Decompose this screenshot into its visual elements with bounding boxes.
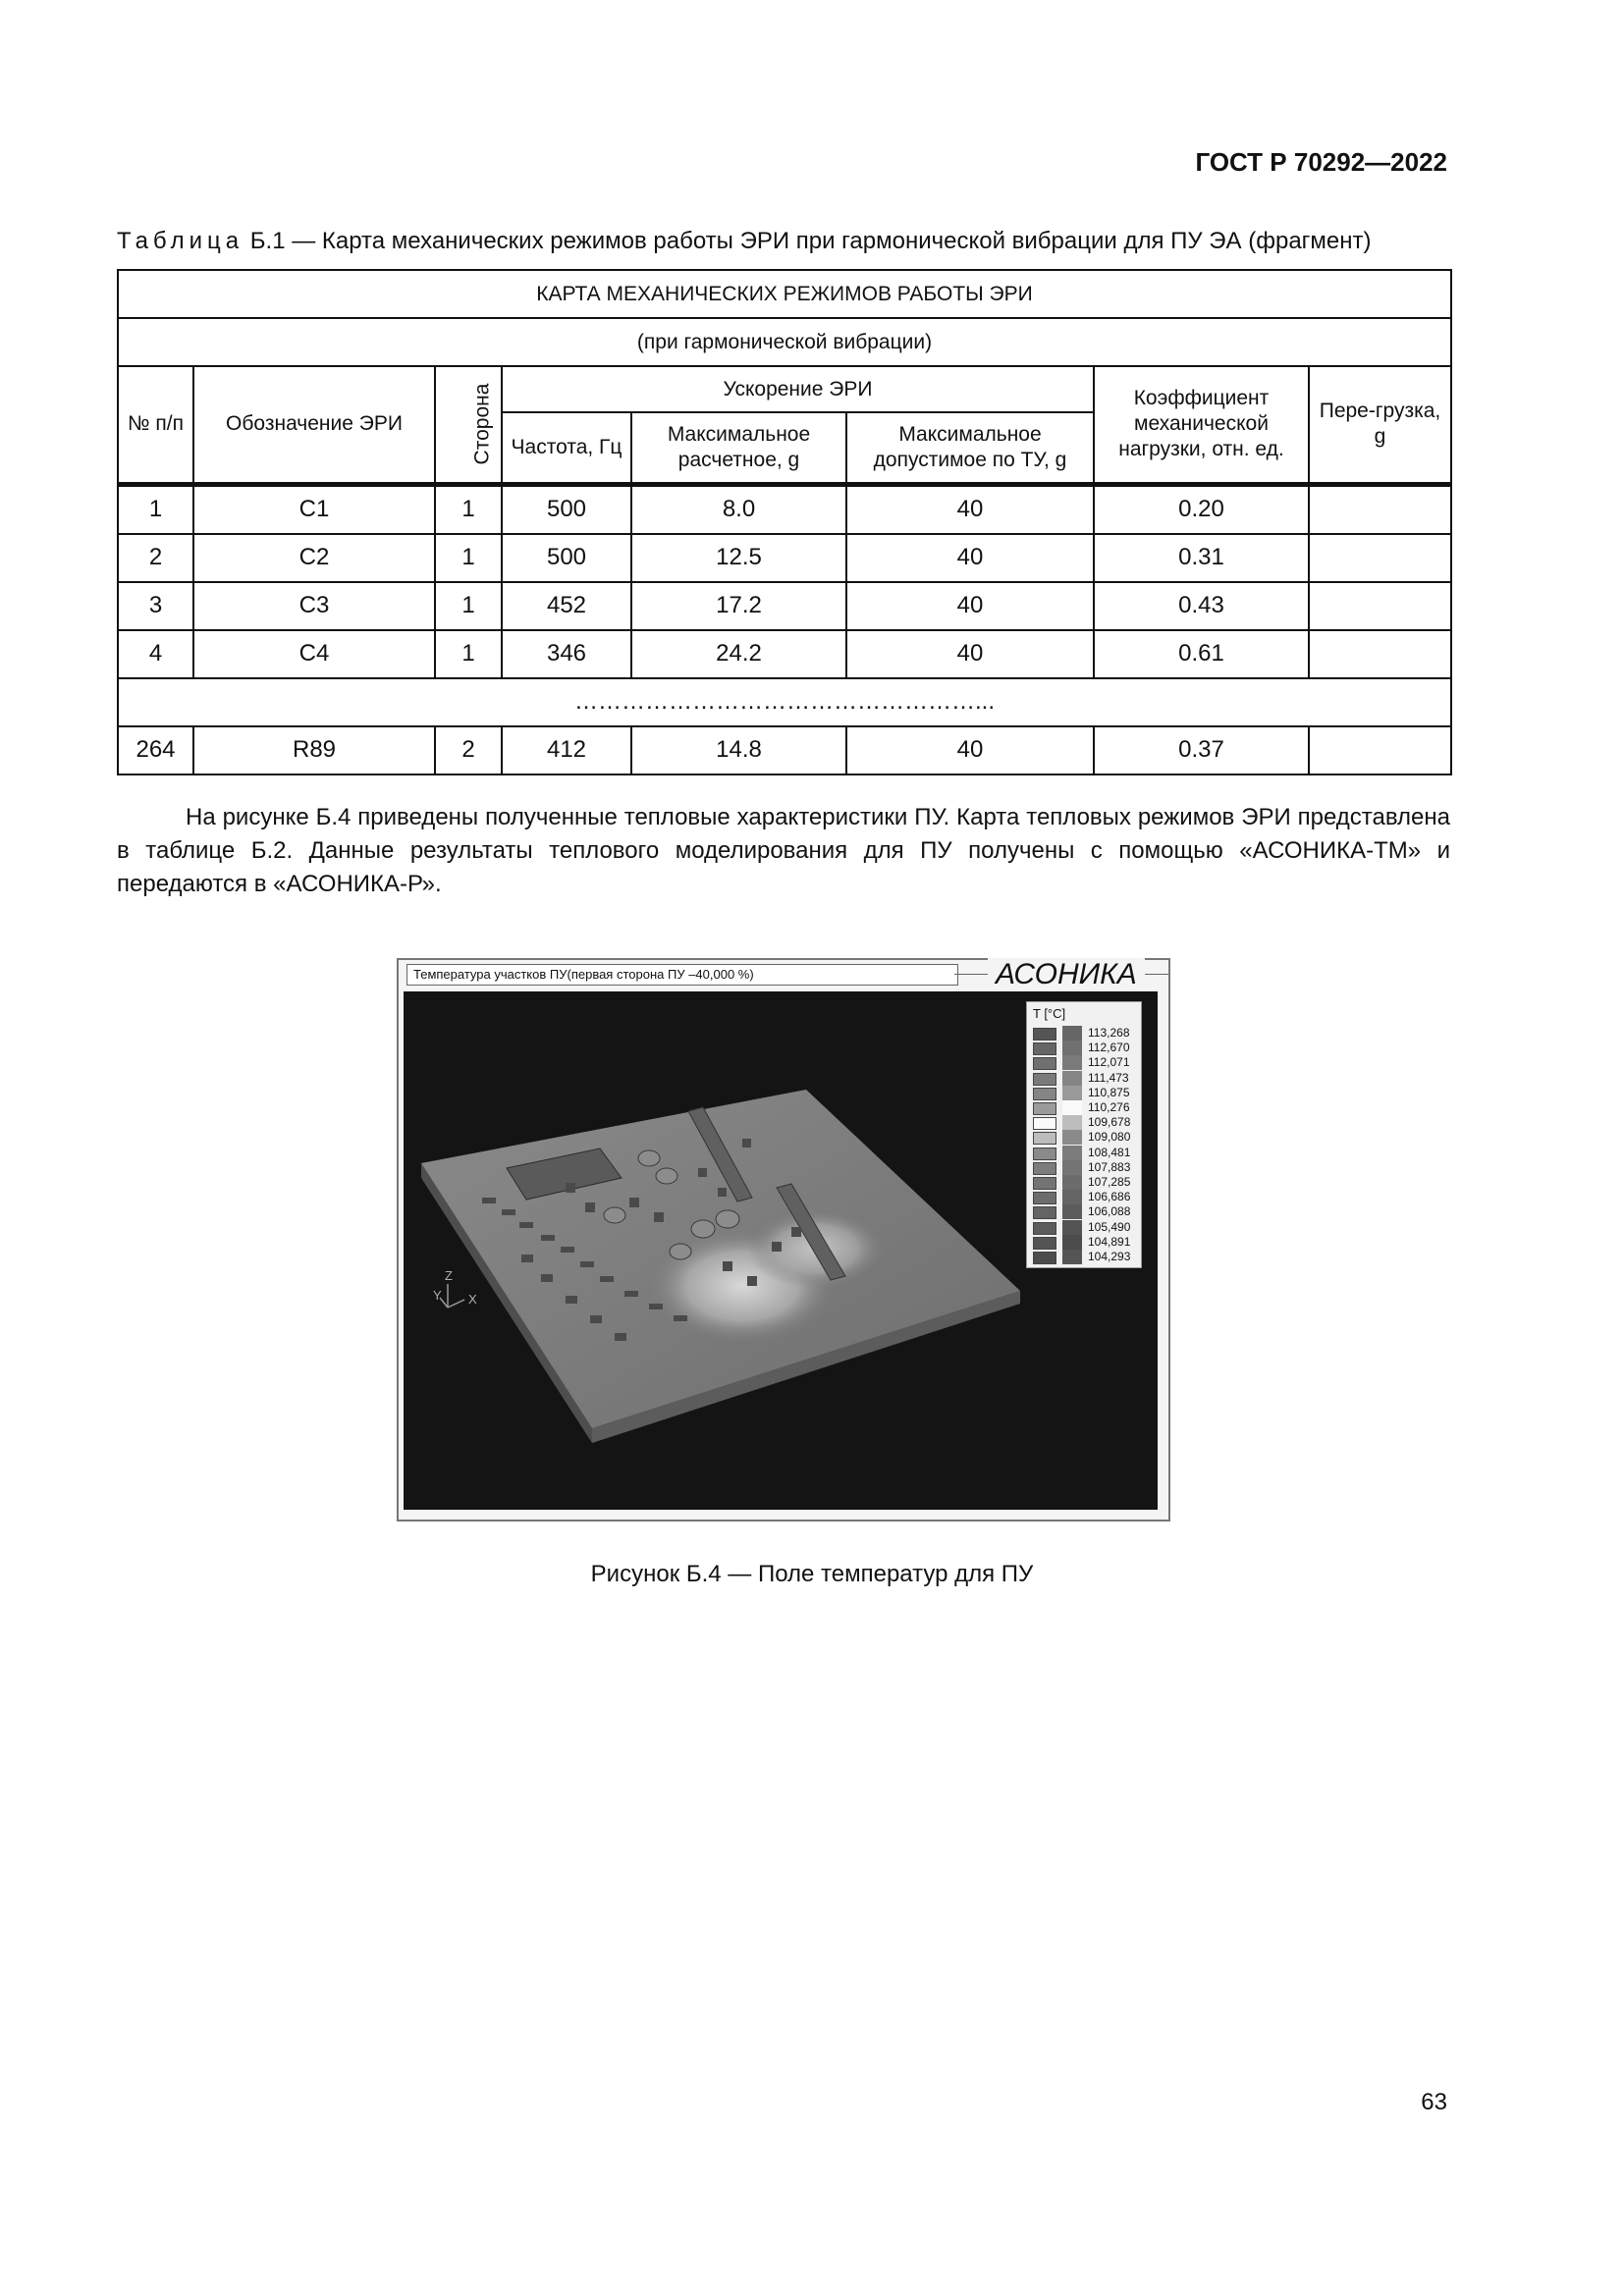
legend-value: 113,268 xyxy=(1088,1026,1130,1040)
figure-caption: Рисунок Б.4 — Поле температур для ПУ xyxy=(590,1561,1034,1587)
table-ellipsis-row xyxy=(118,678,1451,726)
body-paragraph xyxy=(117,801,1450,901)
cell-max-allowed: 40 xyxy=(846,534,1094,582)
legend-gradient-segment xyxy=(1062,1175,1082,1190)
axis-label-z: Z xyxy=(445,1268,453,1283)
table-subtitle: (при гармонической вибрации) xyxy=(118,318,1451,366)
header-num: № п/п xyxy=(118,366,193,484)
header-side-label: Сторона xyxy=(470,383,494,465)
cell-overload xyxy=(1309,484,1451,534)
legend-item xyxy=(1033,1100,1139,1115)
legend-swatch xyxy=(1033,1148,1056,1160)
cell-num: 1 xyxy=(118,484,193,534)
cell-num: 3 xyxy=(118,582,193,630)
figure-window-title: Температура участков ПУ(первая сторона ПУ –40,000 %) xyxy=(406,964,958,986)
legend-item xyxy=(1033,1175,1139,1190)
cell-max-allowed: 40 xyxy=(846,630,1094,678)
mechanical-modes-table xyxy=(117,269,1452,775)
legend-gradient-segment xyxy=(1062,1071,1082,1086)
cell-coefficient: 0.31 xyxy=(1094,534,1309,582)
table-row xyxy=(118,534,1451,582)
cell-coefficient: 0.37 xyxy=(1094,726,1309,774)
legend-swatch xyxy=(1033,1073,1056,1086)
legend-gradient-segment xyxy=(1062,1146,1082,1160)
cell-overload xyxy=(1309,534,1451,582)
cell-max-calc: 17.2 xyxy=(631,582,846,630)
cell-side: 1 xyxy=(435,484,502,534)
table-row xyxy=(118,582,1451,630)
legend-gradient-segment xyxy=(1062,1190,1082,1204)
legend-swatch xyxy=(1033,1102,1056,1115)
legend-value: 107,285 xyxy=(1088,1175,1131,1189)
legend-swatch xyxy=(1033,1042,1056,1055)
axis-triad xyxy=(440,1284,464,1308)
cell-coefficient: 0.20 xyxy=(1094,484,1309,534)
legend-value: 105,490 xyxy=(1088,1219,1131,1234)
page-number: 63 xyxy=(1421,2089,1447,2115)
legend-unit: T [°C] xyxy=(1033,1006,1066,1021)
legend-gradient-segment xyxy=(1062,1204,1082,1219)
cell-frequency: 346 xyxy=(502,630,631,678)
legend-value: 106,088 xyxy=(1088,1204,1131,1219)
thermal-viewport xyxy=(404,991,1158,1510)
legend-value: 106,686 xyxy=(1088,1190,1131,1204)
header-acceleration: Ускорение ЭРИ xyxy=(502,366,1094,412)
table-caption-text: Б.1 — Карта механических режимов работы ЭРИ при гармонической вибрации для ПУ ЭА (фрагмент) xyxy=(244,228,1372,254)
legend-swatch xyxy=(1033,1088,1056,1100)
header-max-allowed: Максимальное допустимое по ТУ, g xyxy=(846,412,1094,484)
cell-frequency: 500 xyxy=(502,534,631,582)
legend-item xyxy=(1033,1204,1139,1219)
asonika-brand: АСОНИКА xyxy=(988,958,1145,991)
legend-value: 109,678 xyxy=(1088,1115,1131,1130)
legend-item xyxy=(1033,1115,1139,1130)
table-title: КАРТА МЕХАНИЧЕСКИХ РЕЖИМОВ РАБОТЫ ЭРИ xyxy=(118,270,1451,318)
standard-code: ГОСТ Р 70292—2022 xyxy=(1195,147,1447,177)
cell-max-allowed: 40 xyxy=(846,484,1094,534)
table-row xyxy=(118,630,1451,678)
cell-side: 1 xyxy=(435,630,502,678)
cell-designation: R89 xyxy=(193,726,435,774)
legend-item xyxy=(1033,1235,1139,1250)
header-coefficient: Коэффициент механической нагрузки, отн. ед. xyxy=(1094,366,1309,484)
legend-gradient-segment xyxy=(1062,1250,1082,1264)
cell-num: 2 xyxy=(118,534,193,582)
cell-designation: C3 xyxy=(193,582,435,630)
cell-frequency: 412 xyxy=(502,726,631,774)
cell-designation: C1 xyxy=(193,484,435,534)
legend-item xyxy=(1033,1130,1139,1145)
cell-coefficient: 0.61 xyxy=(1094,630,1309,678)
header-frequency: Частота, Гц xyxy=(502,412,631,484)
legend-gradient-segment xyxy=(1062,1115,1082,1130)
legend-item xyxy=(1033,1041,1139,1055)
legend-value: 112,670 xyxy=(1088,1041,1130,1055)
axis-label-y: Y xyxy=(433,1288,442,1303)
cell-overload xyxy=(1309,726,1451,774)
legend-item xyxy=(1033,1160,1139,1175)
legend-item xyxy=(1033,1146,1139,1160)
legend-swatch xyxy=(1033,1252,1056,1264)
legend-gradient-segment xyxy=(1062,1086,1082,1100)
table-row xyxy=(118,726,1451,774)
cell-max-calc: 24.2 xyxy=(631,630,846,678)
axis-label-x: X xyxy=(468,1292,477,1307)
cell-max-calc: 14.8 xyxy=(631,726,846,774)
table-caption-lead: Таблица xyxy=(117,228,244,254)
body-paragraph-text: На рисунке Б.4 приведены полученные тепловые характеристики ПУ. Карта тепловых режимов ЭРИ представлена в таблице Б.2. Данные результаты теплового моделирования для ПУ получены с помощью «АСОНИКА-ТМ» и передаются в «АСОНИКА-Р». xyxy=(117,804,1450,897)
header-overload: Пере-грузка, g xyxy=(1309,366,1451,484)
cell-frequency: 500 xyxy=(502,484,631,534)
cell-designation: C4 xyxy=(193,630,435,678)
cell-num: 264 xyxy=(118,726,193,774)
cell-overload xyxy=(1309,582,1451,630)
legend-item xyxy=(1033,1086,1139,1100)
legend-swatch xyxy=(1033,1192,1056,1204)
cell-coefficient: 0.43 xyxy=(1094,582,1309,630)
legend-gradient-segment xyxy=(1062,1220,1082,1235)
cell-num: 4 xyxy=(118,630,193,678)
legend-item xyxy=(1033,1071,1139,1086)
legend-swatch xyxy=(1033,1132,1056,1145)
legend-item xyxy=(1033,1055,1139,1070)
legend-gradient-segment xyxy=(1062,1055,1082,1070)
legend-gradient-segment xyxy=(1062,1235,1082,1250)
cell-max-allowed: 40 xyxy=(846,726,1094,774)
temperature-legend xyxy=(1026,1001,1142,1268)
legend-value: 111,473 xyxy=(1088,1070,1129,1085)
legend-item xyxy=(1033,1190,1139,1204)
legend-swatch xyxy=(1033,1057,1056,1070)
legend-value: 107,883 xyxy=(1088,1159,1131,1174)
table-ellipsis: ……………………………………………... xyxy=(118,678,1451,726)
cell-side: 1 xyxy=(435,534,502,582)
cell-side: 1 xyxy=(435,582,502,630)
cell-overload xyxy=(1309,630,1451,678)
cell-designation: C2 xyxy=(193,534,435,582)
legend-swatch xyxy=(1033,1117,1056,1130)
cell-max-calc: 12.5 xyxy=(631,534,846,582)
legend-swatch xyxy=(1033,1162,1056,1175)
legend-swatch xyxy=(1033,1237,1056,1250)
legend-gradient-segment xyxy=(1062,1026,1082,1041)
cell-max-calc: 8.0 xyxy=(631,484,846,534)
legend-value: 109,080 xyxy=(1088,1130,1131,1145)
legend-value: 110,276 xyxy=(1088,1100,1130,1114)
header-designation: Обозначение ЭРИ xyxy=(193,366,435,484)
table-caption xyxy=(117,228,1372,255)
legend-gradient-segment xyxy=(1062,1130,1082,1145)
legend-value: 110,875 xyxy=(1088,1085,1130,1099)
header-max-calc: Максимальное расчетное, g xyxy=(631,412,846,484)
legend-value: 104,891 xyxy=(1088,1234,1131,1249)
legend-item xyxy=(1033,1220,1139,1235)
legend-swatch xyxy=(1033,1206,1056,1219)
legend-value: 112,071 xyxy=(1088,1055,1130,1070)
legend-item xyxy=(1033,1026,1139,1041)
legend-swatch xyxy=(1033,1222,1056,1235)
legend-swatch xyxy=(1033,1028,1056,1041)
header-side xyxy=(435,366,502,484)
legend-value: 104,293 xyxy=(1088,1250,1131,1263)
cell-max-allowed: 40 xyxy=(846,582,1094,630)
table-row xyxy=(118,484,1451,534)
legend-gradient-segment xyxy=(1062,1041,1082,1055)
legend-gradient-segment xyxy=(1062,1160,1082,1175)
thermal-field-figure xyxy=(397,958,1170,1522)
legend-swatch xyxy=(1033,1177,1056,1190)
cell-frequency: 452 xyxy=(502,582,631,630)
legend-value: 108,481 xyxy=(1088,1145,1131,1159)
legend-gradient-segment xyxy=(1062,1100,1082,1115)
legend-item xyxy=(1033,1250,1139,1264)
cell-side: 2 xyxy=(435,726,502,774)
